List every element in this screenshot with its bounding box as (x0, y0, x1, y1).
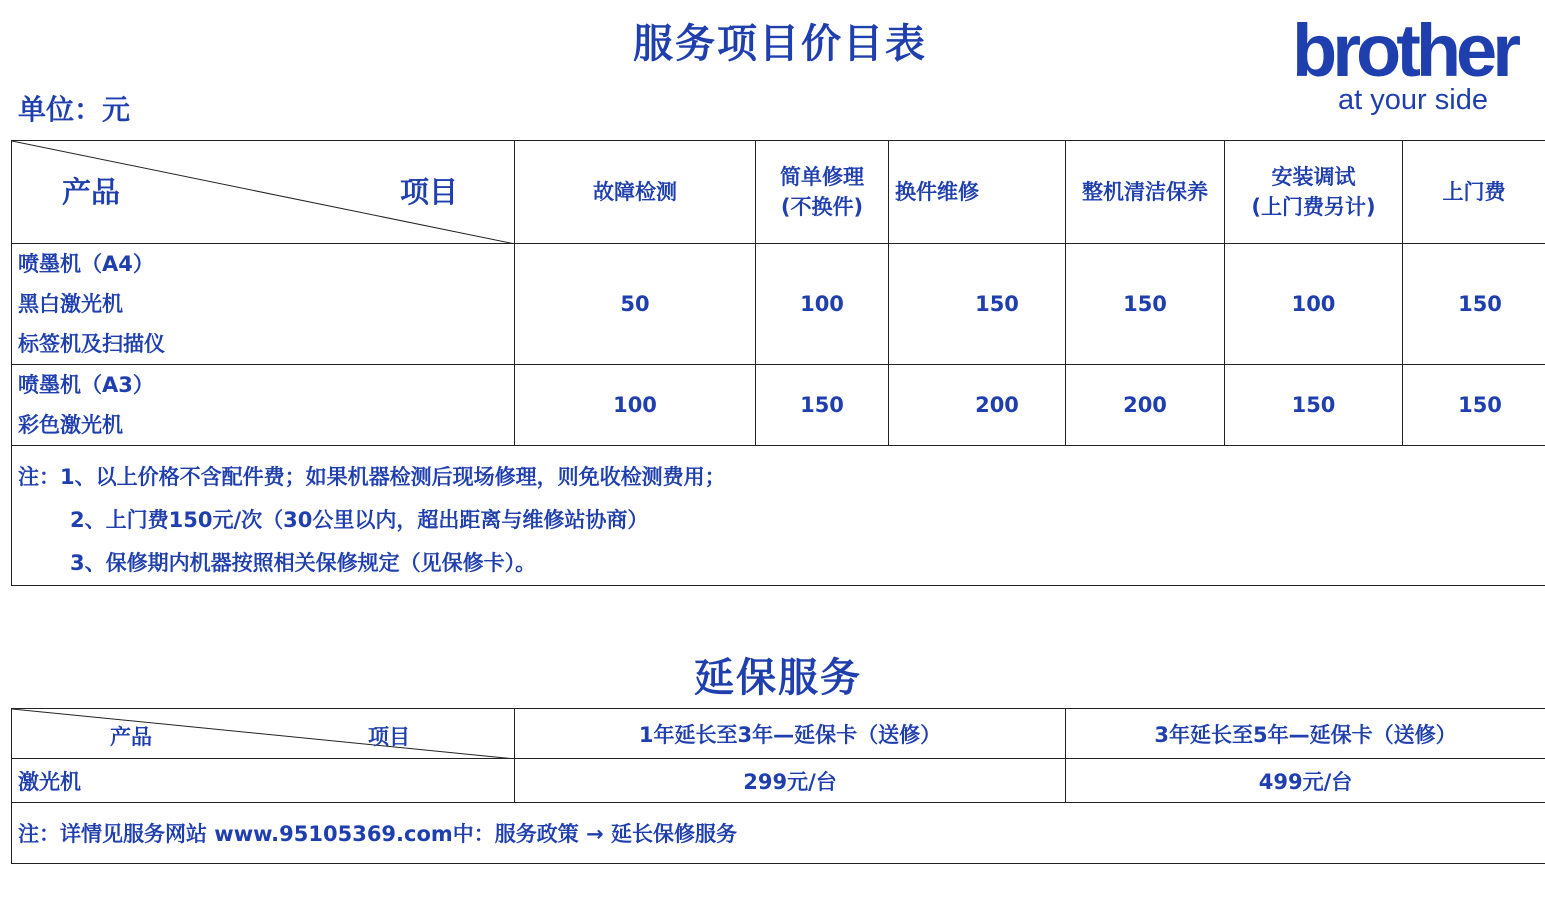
col-header-install-line1: 安装调试 (1271, 165, 1356, 189)
corner-cell (12, 709, 515, 759)
corner-cell (12, 141, 515, 244)
note-line: 3、保修期内机器按照相关保修规定（见保修卡）。 (70, 551, 537, 575)
price-value: 200 (889, 365, 1066, 446)
product-name: 标签机及扫描仪 (18, 332, 165, 356)
price-value: 150 (889, 244, 1066, 365)
table-row (12, 759, 1545, 803)
col-header-part-replace: 换件维修 (889, 141, 1066, 244)
table-row (12, 244, 1545, 365)
product-cell (12, 365, 515, 446)
notes-row (12, 803, 1545, 864)
product-cell (12, 244, 515, 365)
unit-label: 单位：元 (18, 93, 131, 126)
page-title: 服务项目价目表 (633, 21, 927, 67)
col-header-cleaning: 整机清洁保养 (1066, 141, 1225, 244)
price-value: 150 (1066, 244, 1225, 365)
product-name: 彩色激光机 (18, 413, 123, 437)
price-value: 150 (756, 365, 889, 446)
table-row (12, 365, 1545, 446)
logo-wordmark: brother (1292, 9, 1516, 92)
price-value: 499元/台 (1066, 759, 1545, 803)
corner-product-label: 产品 (110, 725, 152, 749)
price-value: 200 (1066, 365, 1225, 446)
col-header-fault-check: 故障检测 (515, 141, 756, 244)
col-header-visit-fee: 上门费 (1403, 141, 1545, 244)
notes-cell (12, 446, 1545, 586)
price-value: 150 (1403, 244, 1545, 365)
price-table-header (12, 141, 1545, 244)
col-header-3to5: 3年延长至5年—延保卡（送修） (1066, 709, 1545, 759)
extended-note: 注：详情见服务网站 www.95105369.com中：服务政策 → 延长保修服务 (12, 803, 1545, 864)
product-name: 黑白激光机 (18, 292, 123, 316)
price-value: 100 (1225, 244, 1403, 365)
col-header-simple-repair (756, 141, 889, 244)
price-value: 150 (1403, 365, 1545, 446)
corner-item-label: 项目 (368, 725, 410, 749)
price-value: 100 (756, 244, 889, 365)
diagonal-line (12, 709, 515, 759)
corner-item-label: 项目 (400, 175, 459, 209)
product-name: 喷墨机（A3） (18, 373, 154, 397)
col-header-simple-repair-line1: 简单修理 (780, 165, 864, 189)
extended-warranty-table (11, 708, 1545, 864)
extended-table-header (12, 709, 1545, 759)
col-header-install (1225, 141, 1403, 244)
note-line: 注：1、以上价格不含配件费；如果机器检测后现场修理，则免收检测费用； (18, 465, 726, 489)
price-value: 299元/台 (515, 759, 1066, 803)
product-name: 喷墨机（A4） (18, 252, 154, 276)
col-header-install-line2: (上门费另计) (1251, 195, 1376, 219)
price-table (11, 140, 1545, 586)
product-name: 激光机 (12, 759, 515, 803)
price-value: 50 (515, 244, 756, 365)
price-value: 150 (1225, 365, 1403, 446)
col-header-1to3: 1年延长至3年—延保卡（送修） (515, 709, 1066, 759)
extended-warranty-title: 延保服务 (694, 655, 862, 701)
col-header-simple-repair-line2: (不换件) (780, 195, 864, 219)
brother-logo (1278, 9, 1530, 124)
notes-row (12, 446, 1545, 586)
logo-tagline: at your side (1338, 84, 1488, 116)
price-value: 100 (515, 365, 756, 446)
note-line: 2、上门费150元/次（30公里以内，超出距离与维修站协商） (70, 508, 649, 532)
corner-product-label: 产品 (62, 175, 121, 209)
